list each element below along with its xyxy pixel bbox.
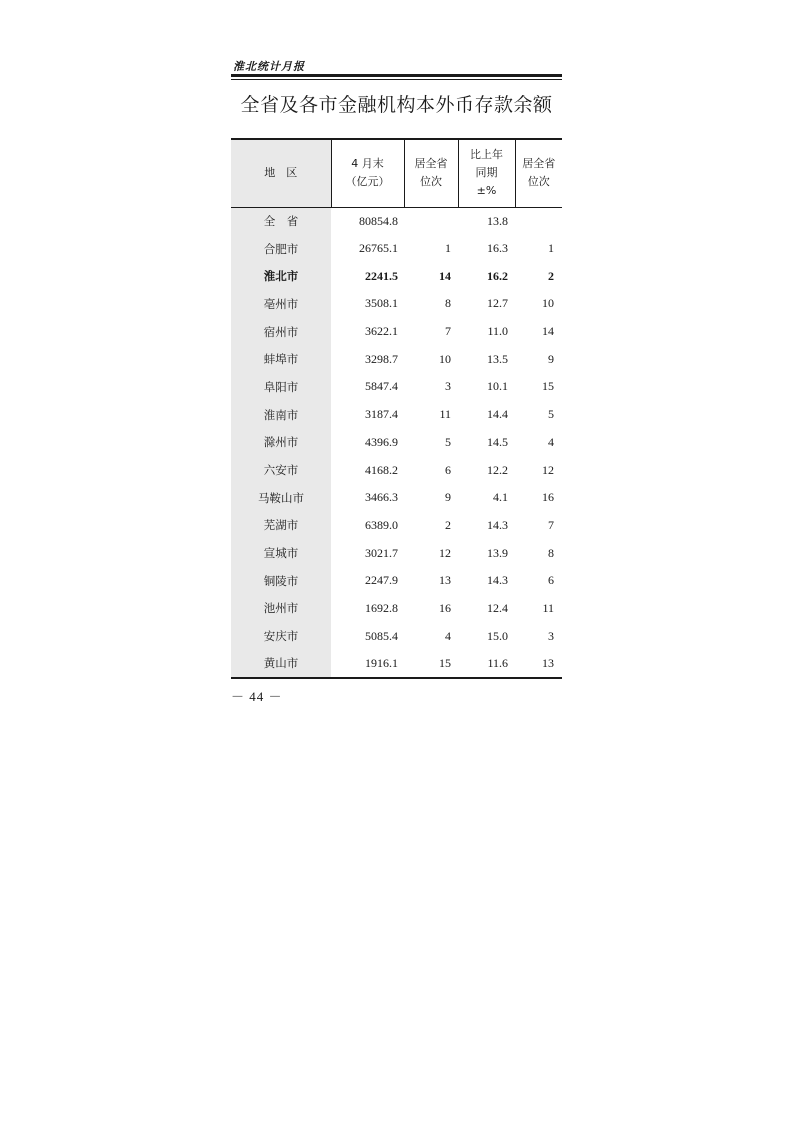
balance-rank-cell: [404, 207, 458, 235]
header-yoy-line1: 比上年: [470, 148, 503, 162]
balance-rank-cell: 10: [439, 351, 451, 366]
deposit-balance-table: [231, 138, 562, 679]
yoy-cell: 4.1: [493, 490, 508, 505]
header-rank1-line1: 居全省: [414, 157, 448, 171]
region-cell: 马鞍山市: [231, 484, 331, 512]
balance-rank-cell: 12: [439, 545, 451, 560]
table-row: [231, 429, 562, 457]
yoy-rank-cell: 6: [548, 573, 554, 588]
yoy-rank-cell: 2: [548, 268, 554, 283]
balance-rank-cell: 2: [445, 517, 451, 532]
table-body: [231, 207, 562, 678]
balance-cell: 3298.7: [365, 351, 398, 366]
yoy-cell: 11.0: [487, 324, 508, 339]
region-cell: 铜陵市: [231, 567, 331, 595]
header-rank2-line1: 居全省: [522, 157, 556, 171]
yoy-rank-cell: 13: [515, 650, 562, 678]
balance-rank-cell: 13: [439, 573, 451, 588]
region-cell: 滁州市: [231, 429, 331, 457]
balance-rank-cell: 9: [445, 490, 451, 505]
region-cell: 亳州市: [231, 290, 331, 318]
yoy-rank-cell: 11: [542, 600, 554, 615]
header-rule-thin: [231, 79, 562, 80]
header-rule-thick: [231, 74, 562, 77]
balance-rank-cell: 4: [445, 628, 451, 643]
table-row: [231, 539, 562, 567]
yoy-rank-cell: 7: [548, 517, 554, 532]
region-cell: 全 省: [231, 207, 331, 235]
yoy-cell: 13.8: [487, 213, 508, 228]
yoy-cell: 14.5: [487, 434, 508, 449]
yoy-cell: 12.2: [487, 462, 508, 477]
yoy-cell: 13.9: [487, 545, 508, 560]
header-balance: [331, 139, 404, 207]
yoy-rank-cell: 3: [548, 628, 554, 643]
page-number: － 44 －: [231, 689, 283, 704]
header-balance-line1: 4 月末: [351, 157, 384, 171]
yoy-rank-cell: 10: [542, 296, 554, 311]
balance-cell: 3187.4: [365, 407, 398, 422]
yoy-cell: 13.5: [487, 351, 508, 366]
yoy-rank-cell: 16: [542, 490, 554, 505]
region-cell: 池州市: [231, 595, 331, 623]
yoy-cell: 12.4: [487, 600, 508, 615]
region-cell: 芜湖市: [231, 512, 331, 540]
balance-cell: 26765.1: [359, 241, 398, 256]
table-row: [231, 262, 562, 290]
header-region-label: 地 区: [264, 166, 298, 180]
yoy-cell: 16.2: [487, 268, 508, 283]
table-row: [231, 456, 562, 484]
publication-header-title: 淮北统计月报: [233, 60, 305, 73]
region-cell: 合肥市: [231, 235, 331, 263]
yoy-rank-cell: 15: [542, 379, 554, 394]
balance-cell: 3021.7: [365, 545, 398, 560]
table-row: [231, 650, 562, 678]
region-cell: 六安市: [231, 456, 331, 484]
balance-rank-cell: 16: [439, 600, 451, 615]
yoy-rank-cell: [515, 207, 562, 235]
header-yoy: [458, 139, 515, 207]
yoy-cell: 11.6: [458, 650, 515, 678]
yoy-rank-cell: 4: [548, 434, 554, 449]
yoy-cell: 15.0: [487, 628, 508, 643]
balance-rank-cell: 3: [445, 379, 451, 394]
region-cell: 宿州市: [231, 318, 331, 346]
table-row: [231, 318, 562, 346]
balance-cell: 80854.8: [359, 213, 398, 228]
balance-cell: 3622.1: [365, 324, 398, 339]
yoy-rank-cell: 1: [548, 241, 554, 256]
balance-cell: 1692.8: [365, 600, 398, 615]
yoy-rank-cell: 14: [542, 324, 554, 339]
balance-cell: 5085.4: [365, 628, 398, 643]
table-row: [231, 484, 562, 512]
balance-cell: 1916.1: [331, 650, 404, 678]
yoy-cell: 14.3: [487, 573, 508, 588]
header-rank-balance: [404, 139, 458, 207]
yoy-cell: 10.1: [487, 379, 508, 394]
balance-rank-cell: 11: [439, 407, 451, 422]
yoy-cell: 14.3: [487, 517, 508, 532]
yoy-cell: 12.7: [487, 296, 508, 311]
balance-cell: 4168.2: [365, 462, 398, 477]
yoy-rank-cell: 9: [548, 351, 554, 366]
header-region: [231, 139, 331, 207]
header-balance-line2: （亿元）: [345, 175, 390, 189]
balance-cell: 3466.3: [365, 490, 398, 505]
table-row: [231, 207, 562, 235]
header-rank-yoy: [515, 139, 562, 207]
yoy-cell: 14.4: [487, 407, 508, 422]
table-row: [231, 345, 562, 373]
balance-cell: 5847.4: [365, 379, 398, 394]
header-yoy-line2: 同期: [475, 166, 498, 180]
table-row: [231, 401, 562, 429]
balance-rank-cell: 1: [445, 241, 451, 256]
header-yoy-line3: ±%: [476, 184, 497, 198]
yoy-rank-cell: 8: [548, 545, 554, 560]
region-cell: 淮北市: [231, 262, 331, 290]
table-header-row: [231, 139, 562, 207]
balance-rank-cell: 14: [439, 268, 451, 283]
table-row: [231, 567, 562, 595]
balance-cell: 2241.5: [365, 268, 398, 283]
header-rank1-line2: 位次: [420, 175, 442, 189]
balance-cell: 6389.0: [365, 517, 398, 532]
balance-rank-cell: 6: [445, 462, 451, 477]
yoy-rank-cell: 12: [542, 462, 554, 477]
region-cell: 安庆市: [231, 622, 331, 650]
balance-rank-cell: 8: [445, 296, 451, 311]
header-rank2-line2: 位次: [527, 175, 550, 189]
region-cell: 阜阳市: [231, 373, 331, 401]
table-title: 全省及各市金融机构本外币存款余额: [240, 94, 553, 116]
yoy-rank-cell: 5: [548, 407, 554, 422]
region-cell: 淮南市: [231, 401, 331, 429]
region-cell: 宣城市: [231, 539, 331, 567]
region-cell: 黄山市: [231, 650, 331, 678]
balance-rank-cell: 7: [445, 324, 451, 339]
region-cell: 蚌埠市: [231, 345, 331, 373]
table-row: [231, 595, 562, 623]
table-row: [231, 290, 562, 318]
balance-cell: 4396.9: [365, 434, 398, 449]
yoy-cell: 16.3: [487, 241, 508, 256]
balance-rank-cell: 5: [445, 434, 451, 449]
balance-cell: 2247.9: [365, 573, 398, 588]
table-row: [231, 235, 562, 263]
balance-cell: 3508.1: [365, 296, 398, 311]
balance-rank-cell: 15: [404, 650, 458, 678]
table-row: [231, 622, 562, 650]
table-row: [231, 512, 562, 540]
table-row: [231, 373, 562, 401]
